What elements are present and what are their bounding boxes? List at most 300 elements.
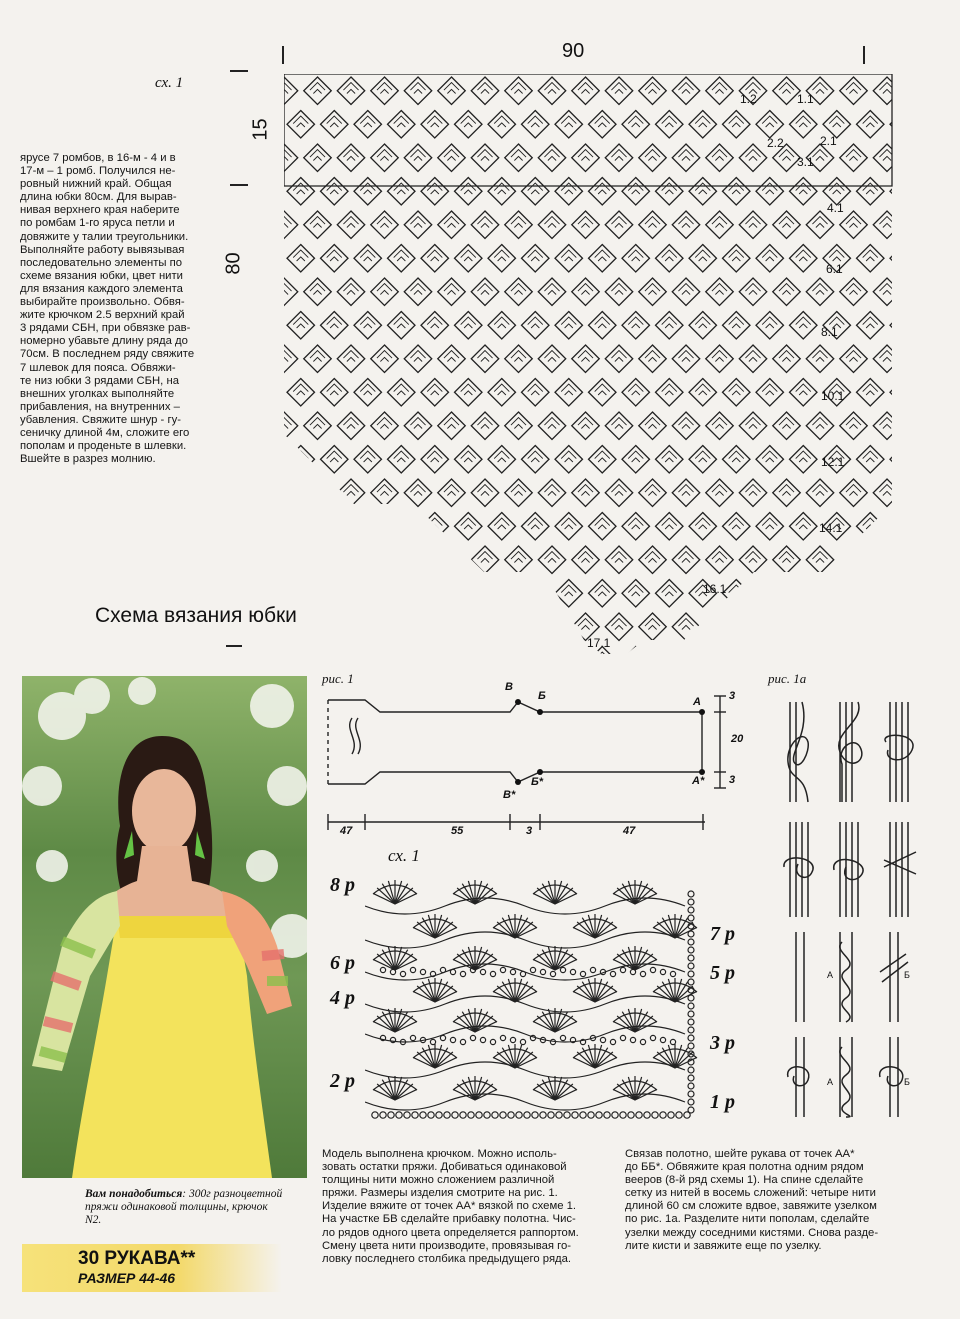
diamond-inner-lines bbox=[327, 652, 342, 654]
diamond-inner-lines bbox=[796, 652, 811, 654]
diamond-motif bbox=[284, 77, 298, 105]
dim-bottom-3: 3 bbox=[526, 825, 533, 837]
diamond-inner-lines bbox=[360, 317, 375, 328]
diamond-motif bbox=[421, 312, 449, 340]
diamond-motif bbox=[455, 379, 483, 407]
diamond-motif bbox=[471, 278, 499, 306]
turning-chain bbox=[688, 1019, 694, 1025]
diamond-inner-lines bbox=[427, 518, 442, 529]
diamond-inner-lines bbox=[377, 418, 392, 429]
chain-stitch bbox=[430, 1039, 435, 1044]
diamond-inner-lines bbox=[695, 116, 710, 127]
diamond-motif bbox=[304, 211, 332, 239]
diamond-motif bbox=[505, 77, 533, 105]
chain-stitch bbox=[450, 969, 455, 974]
diamond-inner-lines bbox=[678, 351, 693, 362]
diamond-inner-lines bbox=[595, 518, 610, 529]
row-label-1: 1 р bbox=[710, 1091, 735, 1113]
label-6-1: 6.1 bbox=[826, 262, 843, 276]
diamond-inner-lines bbox=[812, 83, 827, 94]
diamond-inner-lines bbox=[544, 217, 559, 228]
diamond-motif bbox=[622, 312, 650, 340]
diamond-inner-lines bbox=[645, 619, 660, 630]
diamond-inner-lines bbox=[729, 384, 744, 395]
diamond-inner-lines bbox=[645, 418, 660, 429]
diamond-motif bbox=[538, 278, 566, 306]
skirt-instructions bbox=[20, 152, 212, 466]
diamond-inner-lines bbox=[812, 351, 827, 362]
chain-stitch bbox=[520, 971, 525, 976]
diamond-motif bbox=[522, 312, 550, 340]
diamond-motif bbox=[739, 211, 767, 239]
diamond-motif bbox=[371, 345, 399, 373]
row-label-8: 8 р bbox=[330, 874, 355, 896]
diamond-motif bbox=[723, 647, 751, 655]
diamond-inner-lines bbox=[494, 652, 509, 654]
diamond-motif bbox=[404, 412, 432, 440]
diamond-motif bbox=[605, 77, 633, 105]
diamond-inner-lines bbox=[293, 451, 308, 462]
diamond-inner-lines bbox=[812, 552, 827, 563]
diamond-motif bbox=[605, 412, 633, 440]
diamond-motif bbox=[287, 446, 315, 474]
diamond-motif bbox=[538, 211, 566, 239]
skirt-text-line: сеничку длиной 4м, сложите его bbox=[20, 426, 190, 439]
diamond-motif bbox=[589, 446, 617, 474]
diamond-motif bbox=[672, 345, 700, 373]
sleeve-instructions-2 bbox=[625, 1148, 915, 1253]
diamond-inner-lines bbox=[427, 451, 442, 462]
chain-stitch bbox=[670, 971, 675, 976]
diamond-inner-lines bbox=[511, 418, 526, 429]
diamond-motif bbox=[723, 513, 751, 541]
diamond-inner-lines bbox=[762, 183, 777, 194]
fig1-sleeve-shape bbox=[320, 684, 740, 844]
diamond-inner-lines bbox=[394, 652, 409, 654]
chain-stitch bbox=[570, 969, 575, 974]
diamond-motif bbox=[555, 111, 583, 139]
diamond-inner-lines bbox=[477, 284, 492, 295]
diamond-inner-lines bbox=[678, 217, 693, 228]
diamond-inner-lines bbox=[377, 83, 392, 94]
diamond-motif bbox=[572, 345, 600, 373]
width-value: 90 bbox=[562, 40, 585, 62]
diamond-inner-lines bbox=[863, 451, 878, 462]
chain-stitch bbox=[510, 969, 515, 974]
diamond-motif bbox=[572, 546, 600, 574]
diamond-motif bbox=[756, 111, 784, 139]
diamond-motif bbox=[589, 111, 617, 139]
diamond-motif bbox=[773, 278, 801, 306]
diamond-motif bbox=[354, 178, 382, 206]
diamond-inner-lines bbox=[444, 485, 459, 496]
diamond-motif bbox=[421, 379, 449, 407]
diamond-inner-lines bbox=[544, 150, 559, 161]
diamond-inner-lines bbox=[444, 150, 459, 161]
diamond-motif bbox=[672, 412, 700, 440]
diamond-motif bbox=[404, 144, 432, 172]
diamond-motif bbox=[337, 412, 365, 440]
diamond-inner-lines bbox=[377, 552, 392, 563]
chain-stitch bbox=[572, 1112, 578, 1118]
diamond-inner-lines bbox=[360, 518, 375, 529]
diamond-motif bbox=[723, 245, 751, 273]
diamond-motif bbox=[656, 111, 684, 139]
diamond-inner-lines bbox=[427, 585, 442, 596]
diamond-inner-lines bbox=[461, 317, 476, 328]
diamond-inner-lines bbox=[678, 418, 693, 429]
diamond-motif bbox=[388, 379, 416, 407]
schema-2-label: сх. 1 bbox=[388, 846, 420, 865]
diamond-motif bbox=[589, 245, 617, 273]
sleeve-text-2-line: по рис. 1а. Разделите нити пополам, сделайте bbox=[625, 1213, 870, 1226]
diamond-motif bbox=[873, 479, 896, 507]
turning-chain bbox=[688, 899, 694, 905]
materials-caption bbox=[85, 1188, 285, 1227]
diamond-inner-lines bbox=[879, 485, 894, 496]
dim-bottom-2: 55 bbox=[451, 825, 464, 837]
chain-stitch bbox=[436, 1112, 442, 1118]
diamond-motif bbox=[304, 77, 332, 105]
diamond-inner-lines bbox=[293, 116, 308, 127]
skirt-text-line: выбирайте произвольно. Обвя- bbox=[20, 296, 185, 309]
diamond-motif bbox=[873, 613, 896, 641]
diamond-inner-lines bbox=[879, 552, 894, 563]
turning-chain bbox=[688, 891, 694, 897]
diamond-motif bbox=[639, 479, 667, 507]
diamond-inner-lines bbox=[360, 384, 375, 395]
diamond-inner-lines bbox=[678, 552, 693, 563]
diamond-inner-lines bbox=[796, 317, 811, 328]
turning-chain bbox=[688, 979, 694, 985]
diamond-motif bbox=[287, 513, 315, 541]
diamond-inner-lines bbox=[327, 317, 342, 328]
diamond-motif bbox=[890, 111, 896, 139]
diamond-motif bbox=[840, 613, 868, 641]
diamond-inner-lines bbox=[578, 552, 593, 563]
diamond-inner-lines bbox=[879, 351, 894, 362]
diamond-inner-lines bbox=[377, 150, 392, 161]
diamond-inner-lines bbox=[846, 83, 861, 94]
diamond-inner-lines bbox=[477, 552, 492, 563]
diamond-inner-lines bbox=[678, 284, 693, 295]
chain-stitch bbox=[540, 969, 545, 974]
diamond-motif bbox=[756, 245, 784, 273]
chain-stitch bbox=[404, 1112, 410, 1118]
diamond-inner-lines bbox=[846, 619, 861, 630]
diamond-motif bbox=[388, 245, 416, 273]
diamond-inner-lines bbox=[611, 418, 626, 429]
diamond-motif bbox=[371, 144, 399, 172]
chain-stitch bbox=[580, 971, 585, 976]
diamond-inner-lines bbox=[762, 652, 777, 654]
diamond-motif bbox=[790, 312, 818, 340]
diamond-inner-lines bbox=[511, 351, 526, 362]
diamond-inner-lines bbox=[829, 250, 844, 261]
diamond-motif bbox=[388, 312, 416, 340]
skirt-text-line: последовательно элементы по bbox=[20, 256, 183, 269]
chain-stitch bbox=[610, 1039, 615, 1044]
chain-stitch bbox=[500, 1035, 505, 1040]
skirt-text-line: Выполняйте работу вывязывая bbox=[20, 243, 185, 256]
diamond-motif bbox=[739, 278, 767, 306]
diamond-inner-lines bbox=[528, 183, 543, 194]
diamond-motif bbox=[404, 479, 432, 507]
diamond-motif bbox=[806, 479, 834, 507]
diamond-inner-lines bbox=[645, 485, 660, 496]
chain-stitch bbox=[516, 1112, 522, 1118]
sleeve-text-1-line: На участке БВ сделайте прибавку полотна. Чис- bbox=[322, 1213, 576, 1226]
chain-stitch bbox=[636, 1112, 642, 1118]
skirt-text-line: длина юбки 80см. Для вырав- bbox=[20, 191, 177, 204]
model-photo bbox=[22, 676, 307, 1178]
skirt-text-line: прибавления, на внутренних – bbox=[20, 400, 180, 413]
chain-stitch bbox=[588, 1112, 594, 1118]
diamond-motif bbox=[656, 446, 684, 474]
diamond-motif bbox=[505, 412, 533, 440]
diamond-motif bbox=[790, 513, 818, 541]
diamond-inner-lines bbox=[829, 585, 844, 596]
diamond-motif bbox=[589, 580, 617, 608]
diamond-inner-lines bbox=[494, 451, 509, 462]
diamond-inner-lines bbox=[427, 250, 442, 261]
diamond-motif bbox=[555, 178, 583, 206]
diamond-motif bbox=[321, 513, 349, 541]
chain-stitch bbox=[610, 971, 615, 976]
chain-stitch bbox=[460, 1112, 466, 1118]
sleeve-text-1-line: ловку последнего столбика предыдущего ряда. bbox=[322, 1252, 572, 1265]
diamond-inner-lines bbox=[444, 351, 459, 362]
diamond-inner-lines bbox=[745, 485, 760, 496]
dim-right-bot: 3 bbox=[729, 774, 736, 786]
chain-stitch bbox=[564, 1112, 570, 1118]
diamond-inner-lines bbox=[427, 116, 442, 127]
diamond-motif bbox=[455, 446, 483, 474]
chain-stitch bbox=[390, 969, 395, 974]
diamond-inner-lines bbox=[628, 451, 643, 462]
diamond-motif bbox=[689, 446, 717, 474]
chain-stitch bbox=[380, 967, 385, 972]
chain-stitch bbox=[470, 1035, 475, 1040]
diamond-motif bbox=[354, 245, 382, 273]
dim-right-mid: 20 bbox=[731, 733, 744, 745]
chain-stitch bbox=[550, 971, 555, 976]
diamond-motif bbox=[538, 345, 566, 373]
diamond-inner-lines bbox=[796, 585, 811, 596]
turning-chain bbox=[688, 1067, 694, 1073]
chain-stitch bbox=[396, 1112, 402, 1118]
diamond-inner-lines bbox=[678, 150, 693, 161]
diamond-inner-lines bbox=[327, 183, 342, 194]
diamond-inner-lines bbox=[712, 150, 727, 161]
diamond-inner-lines bbox=[829, 652, 844, 654]
skirt-text-line: 17-м – 1 ромб. Получился не- bbox=[20, 165, 176, 178]
label-12-1: 12.1 bbox=[821, 455, 845, 469]
diamond-inner-lines bbox=[645, 351, 660, 362]
chain-stitch bbox=[490, 971, 495, 976]
diamond-inner-lines bbox=[628, 317, 643, 328]
diamond-motif bbox=[840, 546, 868, 574]
diamond-inner-lines bbox=[779, 485, 794, 496]
diamond-motif bbox=[723, 312, 751, 340]
diamond-motif bbox=[321, 312, 349, 340]
skirt-text-line: 70см. В последнем ряду свяжите bbox=[20, 348, 195, 361]
diamond-inner-lines bbox=[494, 585, 509, 596]
banner-size: РАЗМЕР 44-46 bbox=[78, 1270, 176, 1286]
width-dimension bbox=[282, 40, 867, 70]
diamond-motif bbox=[522, 245, 550, 273]
chain-stitch bbox=[420, 969, 425, 974]
diamond-inner-lines bbox=[544, 284, 559, 295]
diamond-inner-lines bbox=[812, 284, 827, 295]
diamond-inner-lines bbox=[812, 150, 827, 161]
diamond-inner-lines bbox=[678, 83, 693, 94]
skirt-text-line: те низ юбки 3 рядами СБН, на bbox=[20, 374, 179, 387]
row-label-3: 3 р bbox=[710, 1032, 735, 1054]
diamond-inner-lines bbox=[360, 183, 375, 194]
diamond-motif bbox=[421, 513, 449, 541]
diamond-inner-lines bbox=[427, 652, 442, 654]
diamond-motif bbox=[639, 278, 667, 306]
diamond-motif bbox=[505, 278, 533, 306]
diamond-motif bbox=[354, 379, 382, 407]
materials-caption-text: : 300г разноцветной пряжи одинаковой толщины, крючок N2. bbox=[85, 1188, 283, 1226]
diamond-inner-lines bbox=[662, 451, 677, 462]
diamond-motif bbox=[371, 479, 399, 507]
turning-chain bbox=[688, 907, 694, 913]
diamond-inner-lines bbox=[511, 150, 526, 161]
diamond-inner-lines bbox=[511, 83, 526, 94]
diamond-inner-lines bbox=[863, 317, 878, 328]
diamond-inner-lines bbox=[528, 250, 543, 261]
skirt-text-line: убавления. Свяжите шнур - гу- bbox=[20, 413, 181, 426]
diamond-inner-lines bbox=[327, 384, 342, 395]
diamond-motif bbox=[438, 144, 466, 172]
diamond-motif bbox=[471, 211, 499, 239]
diamond-motif bbox=[873, 546, 896, 574]
skirt-text-line: пополам и проденьте в шлевки. bbox=[20, 440, 187, 453]
chain-loop bbox=[365, 996, 685, 1012]
diamond-inner-lines bbox=[377, 217, 392, 228]
diamond-motif bbox=[706, 613, 734, 641]
diamond-motif bbox=[840, 345, 868, 373]
diamond-motif bbox=[404, 345, 432, 373]
sleeve-text-1-line: ло рядов одного цвета определяется раппортом. bbox=[322, 1226, 579, 1239]
diamond-motif bbox=[287, 647, 315, 655]
diamond-motif bbox=[639, 412, 667, 440]
diamond-inner-lines bbox=[427, 183, 442, 194]
diamond-motif bbox=[605, 546, 633, 574]
diamond-motif bbox=[756, 178, 784, 206]
diamond-inner-lines bbox=[343, 619, 358, 630]
skirt-text-line: 7 шлевок для пояса. Обвяжи- bbox=[20, 361, 176, 374]
diamond-motif bbox=[555, 312, 583, 340]
diamond-inner-lines bbox=[310, 150, 325, 161]
diamond-motif bbox=[538, 613, 566, 641]
diamond-inner-lines bbox=[310, 217, 325, 228]
turning-chain bbox=[688, 971, 694, 977]
knot-letter-b2: Б bbox=[904, 1077, 910, 1087]
diamond-inner-lines bbox=[561, 384, 576, 395]
diamond-motif bbox=[873, 278, 896, 306]
diamond-inner-lines bbox=[712, 284, 727, 295]
point-a: А bbox=[693, 696, 701, 708]
diamond-inner-lines bbox=[461, 183, 476, 194]
diamond-inner-lines bbox=[561, 183, 576, 194]
diamond-inner-lines bbox=[293, 652, 308, 654]
diamond-motif bbox=[388, 111, 416, 139]
diamond-motif bbox=[488, 647, 516, 655]
label-4-1: 4.1 bbox=[827, 201, 844, 215]
diamond-inner-lines bbox=[678, 485, 693, 496]
diamond-motif bbox=[354, 580, 382, 608]
diamond-inner-lines bbox=[494, 250, 509, 261]
diamond-motif bbox=[538, 77, 566, 105]
diamond-motif bbox=[522, 446, 550, 474]
chain-stitch bbox=[630, 969, 635, 974]
diamond-motif bbox=[840, 77, 868, 105]
diamond-inner-lines bbox=[796, 250, 811, 261]
diamond-inner-lines bbox=[846, 217, 861, 228]
diamond-inner-lines bbox=[695, 652, 710, 654]
diamond-motif bbox=[471, 546, 499, 574]
diamond-inner-lines bbox=[494, 518, 509, 529]
diamond-motif bbox=[706, 77, 734, 105]
point-b: Б bbox=[538, 690, 546, 702]
diamond-inner-lines bbox=[410, 552, 425, 563]
diamond-inner-lines bbox=[310, 83, 325, 94]
diamond-motif bbox=[857, 245, 885, 273]
skirt-text-line: схеме вязания юбки, цвет нити bbox=[20, 269, 183, 282]
turning-chain bbox=[688, 1043, 694, 1049]
turning-chain bbox=[688, 915, 694, 921]
diamond-motif bbox=[304, 144, 332, 172]
chain-stitch bbox=[500, 1112, 506, 1118]
diamond-motif bbox=[488, 178, 516, 206]
top-height-value: 15 bbox=[249, 118, 272, 141]
diamond-inner-lines bbox=[863, 183, 878, 194]
diamond-motif bbox=[522, 111, 550, 139]
diamond-inner-lines bbox=[645, 552, 660, 563]
diamond-motif bbox=[756, 513, 784, 541]
diamond-motif bbox=[371, 211, 399, 239]
diamond-inner-lines bbox=[511, 284, 526, 295]
diamond-inner-lines bbox=[410, 351, 425, 362]
diamond-inner-lines bbox=[611, 83, 626, 94]
diamond-motif bbox=[388, 178, 416, 206]
diamond-motif bbox=[806, 211, 834, 239]
diamond-motif bbox=[656, 312, 684, 340]
diamond-motif bbox=[622, 178, 650, 206]
diamond-motif bbox=[538, 546, 566, 574]
diamond-inner-lines bbox=[494, 183, 509, 194]
diamond-motif bbox=[522, 580, 550, 608]
diamond-motif bbox=[706, 412, 734, 440]
diamond-motif bbox=[304, 479, 332, 507]
diamond-motif bbox=[404, 613, 432, 641]
diamond-inner-lines bbox=[712, 485, 727, 496]
diamond-inner-lines bbox=[729, 250, 744, 261]
chain-stitch bbox=[640, 1039, 645, 1044]
diamond-inner-lines bbox=[293, 585, 308, 596]
diamond-motif bbox=[773, 546, 801, 574]
diamond-inner-lines bbox=[595, 183, 610, 194]
diamond-motif bbox=[505, 613, 533, 641]
diamond-motif bbox=[589, 178, 617, 206]
diamond-motif bbox=[354, 647, 382, 655]
chain-stitch bbox=[520, 1039, 525, 1044]
diamond-motif bbox=[840, 479, 868, 507]
